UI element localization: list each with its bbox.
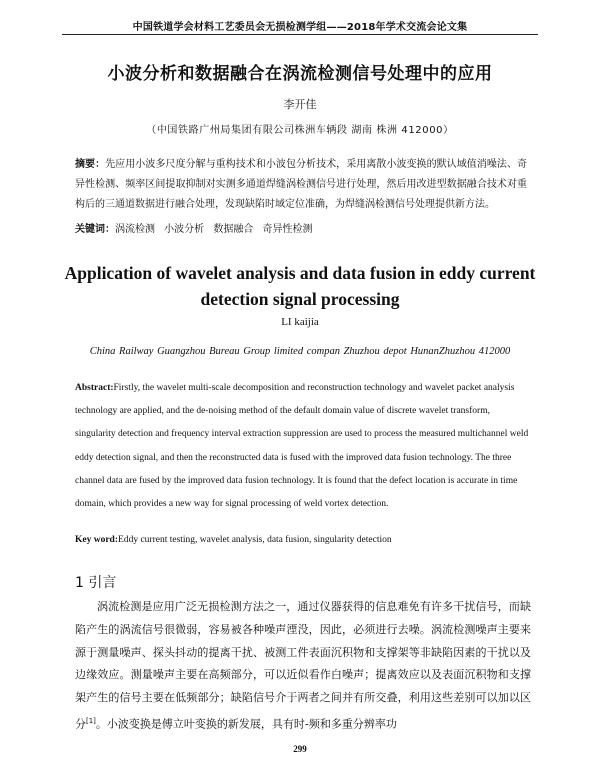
paragraph-text-2: 。小波变换是傅立叶变换的新发展，具有时-频和多重分辨率功 [95, 717, 397, 731]
english-affiliation: China Railway Guangzhou Bureau Group limited compan Zhuzhou depot HunanZhuzhou 412000 [89, 346, 511, 357]
english-abstract-label: Abstract: [75, 383, 114, 393]
english-keywords [75, 535, 531, 545]
chinese-keywords-label: 关键词： [75, 224, 115, 235]
running-header: 中国铁道学会材料工艺委员会无损检测学组——2018年学术交流会论文集 [132, 22, 468, 33]
citation-marker: [1] [86, 716, 96, 725]
english-keywords-label: Key word: [75, 535, 119, 545]
chinese-author: 李开佳 [283, 98, 317, 111]
section-heading: 1 引言 [75, 575, 117, 591]
chinese-title: 小波分析和数据融合在涡流检测信号处理中的应用 [107, 64, 493, 84]
english-abstract-text: Firstly, the wavelet multi-scale decomposition and reconstruction technology and wavelet packet analysis technology are applied, and the de-noising method of the default domain value of discrete wavelet transform, singularity detection and frequency interval extraction suppression are used to process the measured multichannel weld eddy detection signal, and then the reconstructed data is fused with the improved data fusion technology. The three channel data are fused by the improved data fusion technology. It is found that the defect location is accurate in time domain, which provides a new way for signal processing of weld vortex detection. [75, 383, 529, 510]
introduction-paragraph [75, 596, 531, 736]
chinese-abstract-label: 摘要： [75, 159, 106, 170]
english-abstract [75, 377, 531, 516]
header-rule [62, 34, 538, 35]
chinese-abstract [75, 155, 527, 215]
english-title: Application of wavelet analysis and data fusion in eddy current detection signal processing [64, 263, 536, 309]
chinese-affiliation: （中国铁路广州局集团有限公司株洲车辆段 湖南 株洲 412000） [146, 125, 454, 136]
paragraph-text-1: 涡流检测是应用广泛无损检测方法之一，通过仪器获得的信息难免有许多干扰信号，而缺陷产生的涡流信号很微弱，容易被各种噪声湮没，因此，必须进行去噪。涡流检测噪声主要来源于测量噪声、探头抖动的提离干扰、被测工件表面沉积物和支撑架等非缺陷因素的干扰以及边缘效应。测量噪声主要在高频部分，可以近似看作白噪声；提离效应以及表面沉积物和支撑架产生的信号主要在低频部分；缺陷信号介于两者之间并有所交叠，利用这些差别可以加以区分 [75, 600, 531, 731]
english-author: LI kaijia [281, 316, 319, 328]
chinese-keywords [75, 220, 527, 235]
page-number: 299 [293, 744, 307, 754]
chinese-abstract-text: 先应用小波多尺度分解与重构技术和小波包分析技术，采用离散小波变换的默认域值消噪法、奇异性检测、频率区间提取抑制对实测多通道焊缝涡检测信号进行处理，然后用改进型数据融合技术对重构后的三通道数据进行融合处理，发现缺陷时域定位准确，为焊缝涡检测信号处理提供新方法。 [75, 159, 528, 210]
english-keywords-text: Eddy current testing, wavelet analysis, data fusion, singularity detection [118, 535, 392, 545]
chinese-keywords-text: 涡流检测 小波分析 数据融合 奇异性检测 [115, 224, 313, 235]
